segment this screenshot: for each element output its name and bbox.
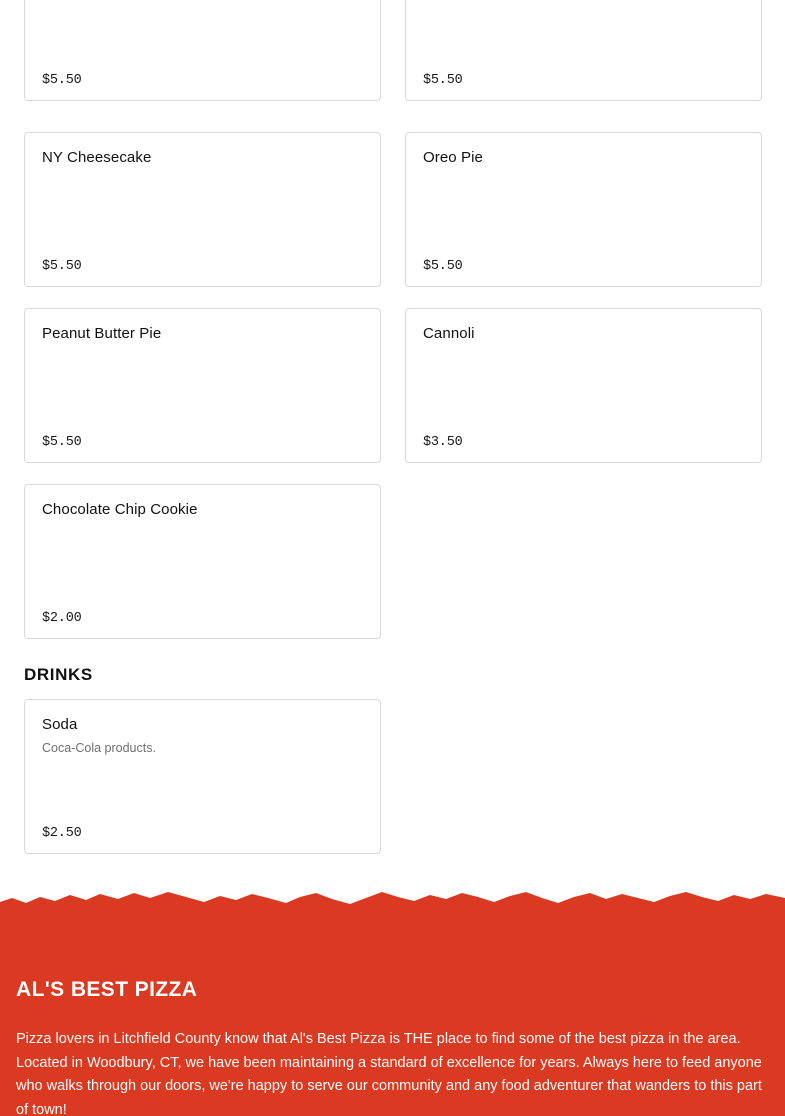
- menu-item-price: $2.50: [42, 826, 82, 841]
- menu-item-card-chocolate-chip-cookie[interactable]: [24, 484, 381, 639]
- menu-item-name: Chocolate Chip Cookie: [42, 501, 198, 518]
- menu-item-card[interactable]: [24, 0, 381, 101]
- menu-item-card-soda[interactable]: [24, 699, 381, 854]
- menu-item-price: $5.50: [42, 73, 82, 88]
- menu-item-card-oreo-pie[interactable]: [405, 132, 762, 287]
- menu-item-body: [42, 715, 363, 757]
- menu-item-body: [423, 148, 744, 168]
- menu-item-body: [42, 324, 363, 344]
- menu-item-card-cannoli[interactable]: [405, 308, 762, 463]
- menu-item-price: $5.50: [42, 259, 82, 274]
- drinks-grid: [24, 699, 761, 854]
- menu-item-description: Coca-Cola products.: [42, 741, 156, 755]
- footer-title: AL'S BEST PIZZA: [16, 978, 198, 1001]
- menu-item-name: Cannoli: [423, 325, 475, 342]
- menu-item-body: [423, 324, 744, 344]
- menu-item-card[interactable]: [405, 0, 762, 101]
- menu-item-card-peanut-butter-pie[interactable]: [24, 308, 381, 463]
- menu-item-price: $2.00: [42, 611, 82, 626]
- menu-grid: [24, 132, 761, 463]
- menu-item-body: [42, 148, 363, 168]
- menu-item-price: $3.50: [423, 435, 463, 450]
- menu-grid-top-partial: [24, 0, 761, 101]
- footer-inner: [16, 918, 769, 1116]
- footer-description: Pizza lovers in Litchfield County know that Al's Best Pizza is THE place to find some of the best pizza in the area. Located in Woodbury, CT, we have been maintaining a standard of excellence for years. Always here to feed anyone who walks through our doors, we're happy to serve our community and any food adventurer that wanders to this part of town!: [16, 1031, 762, 1116]
- menu-item-price: $5.50: [423, 73, 463, 88]
- menu-item-card-ny-cheesecake[interactable]: [24, 132, 381, 287]
- section-heading-drinks: DRINKS: [24, 665, 93, 684]
- torn-paper-divider: [0, 888, 785, 918]
- menu-item-body: [42, 500, 363, 520]
- menu-item-name: Soda: [42, 716, 78, 733]
- menu-item-price: $5.50: [423, 259, 463, 274]
- menu-grid-last-row: [24, 484, 761, 639]
- menu-item-price: $5.50: [42, 435, 82, 450]
- site-footer: [0, 918, 785, 1116]
- menu-item-name: Oreo Pie: [423, 149, 483, 166]
- menu-item-name: NY Cheesecake: [42, 149, 152, 166]
- menu-item-name: Peanut Butter Pie: [42, 325, 162, 342]
